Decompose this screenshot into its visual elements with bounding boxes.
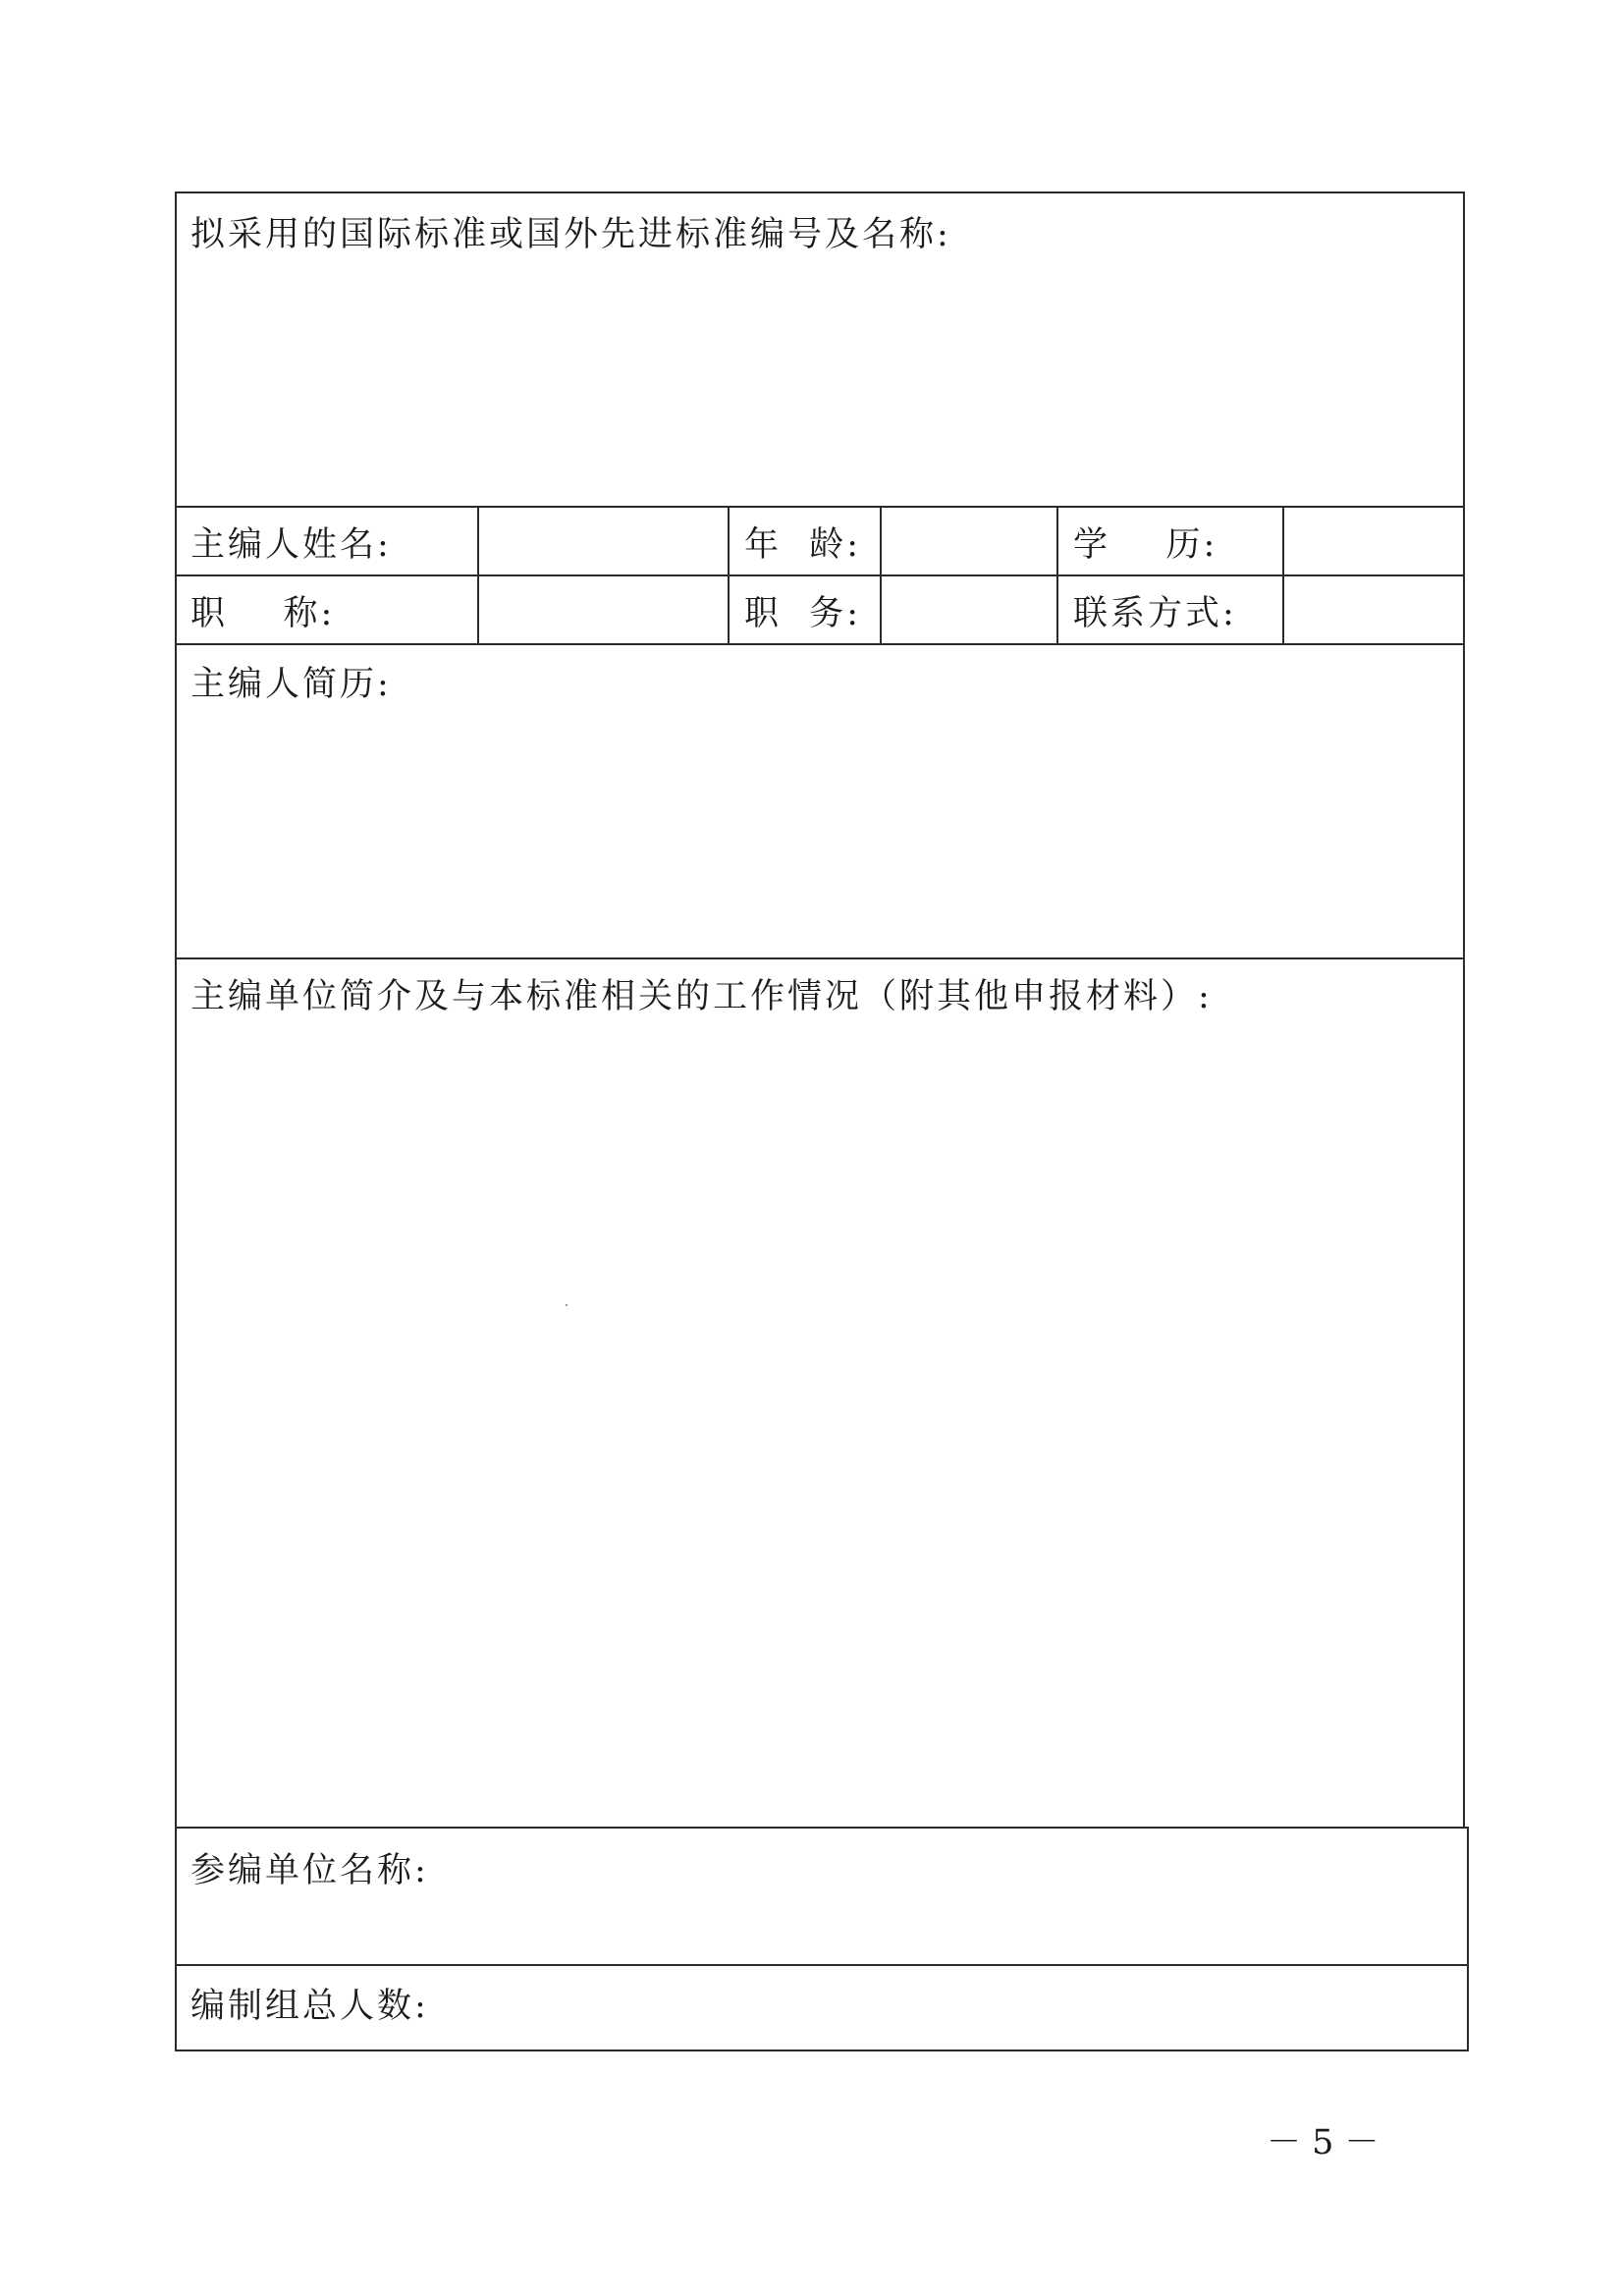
age-label: 年 龄: [744, 525, 862, 565]
chief-name-label: 主编人姓名: [190, 525, 392, 565]
participating-units-label: 参编单位名称: [190, 1851, 429, 1890]
col-divider-4 [1056, 506, 1058, 643]
position-label: 职 务: [744, 594, 862, 633]
standard-application-form-table [175, 191, 1465, 2051]
page-number: － 5 － [1267, 2123, 1380, 2162]
intl-standard-label: 拟采用的国际标准或国外先进标准编号及名称: [190, 215, 951, 254]
education-label: 学 历: [1073, 525, 1218, 565]
unit-intro-label: 主编单位简介及与本标准相关的工作情况（附其他申报材料）: [190, 977, 1213, 1016]
table-border-right-lower [1467, 1827, 1469, 2051]
contact-label: 联系方式: [1073, 594, 1237, 633]
row-divider-4 [175, 957, 1465, 959]
col-divider-5 [1282, 506, 1284, 643]
table-border-right-upper [1463, 191, 1465, 1827]
col-divider-1 [477, 506, 479, 643]
table-border-left [175, 191, 177, 2051]
row-divider-2 [175, 574, 1465, 576]
row-divider-1 [175, 506, 1465, 508]
row-divider-5 [175, 1827, 1469, 1829]
team-size-label: 编制组总人数: [190, 1987, 429, 2026]
table-border-bottom [175, 2050, 1469, 2051]
scan-artifact-dot [566, 1304, 568, 1306]
title-label: 职 称: [190, 594, 336, 633]
resume-label: 主编人简历: [190, 665, 392, 704]
table-border-top [175, 191, 1465, 193]
col-divider-3 [880, 506, 882, 643]
row-divider-6 [175, 1964, 1469, 1966]
row-divider-3 [175, 643, 1465, 645]
col-divider-2 [728, 506, 730, 643]
